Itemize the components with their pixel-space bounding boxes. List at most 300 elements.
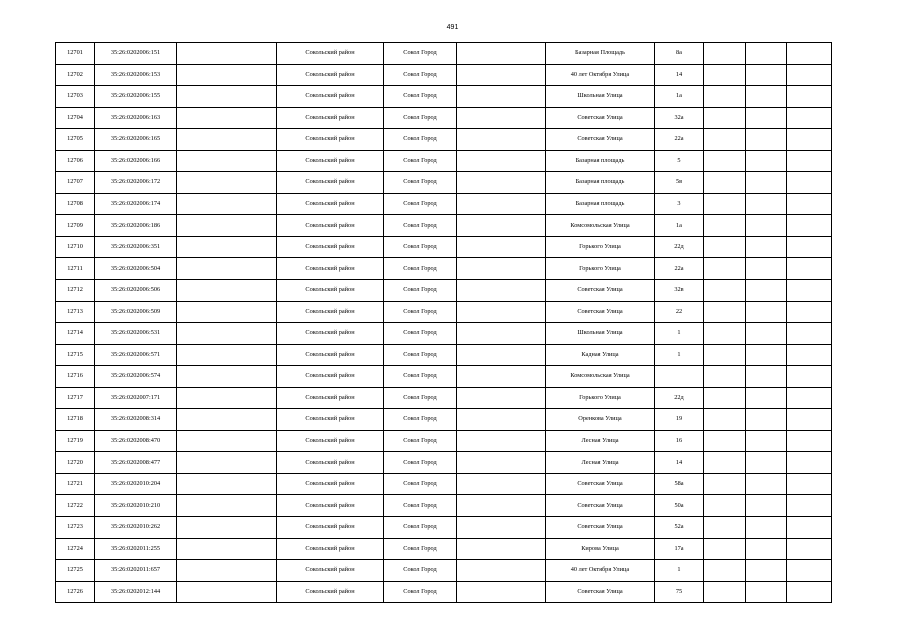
- cadastral-number-cell: 35:26:0202006:166: [95, 150, 177, 172]
- table-row: [56, 236, 832, 258]
- street-cell: Советская Улица: [546, 107, 655, 129]
- blank-cell: [746, 366, 787, 388]
- district-cell: Сокольский район: [277, 560, 384, 582]
- blank-cell: [457, 517, 546, 539]
- blank-cell: [787, 560, 832, 582]
- street-cell: Комсомольская Улица: [546, 215, 655, 237]
- locality-cell: Сокол Город: [384, 258, 457, 280]
- blank-cell: [704, 150, 746, 172]
- locality-cell: Сокол Город: [384, 387, 457, 409]
- blank-cell: [787, 538, 832, 560]
- record-number-cell: 12722: [56, 495, 95, 517]
- blank-cell: [746, 517, 787, 539]
- district-cell: Сокольский район: [277, 387, 384, 409]
- blank-cell: [746, 280, 787, 302]
- blank-cell: [177, 430, 277, 452]
- district-cell: Сокольский район: [277, 43, 384, 65]
- locality-cell: Сокол Город: [384, 430, 457, 452]
- locality-cell: Сокол Город: [384, 495, 457, 517]
- record-number-cell: 12713: [56, 301, 95, 323]
- locality-cell: Сокол Город: [384, 538, 457, 560]
- blank-cell: [704, 258, 746, 280]
- table-row: [56, 280, 832, 302]
- page-number: 491: [446, 24, 459, 31]
- blank-cell: [177, 517, 277, 539]
- table-row: [56, 301, 832, 323]
- blank-cell: [787, 323, 832, 345]
- district-cell: Сокольский район: [277, 452, 384, 474]
- blank-cell: [177, 538, 277, 560]
- blank-cell: [787, 43, 832, 65]
- house-number-cell: 22д: [655, 387, 704, 409]
- blank-cell: [177, 452, 277, 474]
- blank-cell: [177, 107, 277, 129]
- district-cell: Сокольский район: [277, 280, 384, 302]
- blank-cell: [787, 172, 832, 194]
- district-cell: Сокольский район: [277, 323, 384, 345]
- locality-cell: Сокол Город: [384, 409, 457, 431]
- locality-cell: Сокол Город: [384, 150, 457, 172]
- blank-cell: [177, 409, 277, 431]
- cadastral-number-cell: 35:26:0202007:171: [95, 387, 177, 409]
- table-row: [56, 323, 832, 345]
- house-number-cell: 1а: [655, 86, 704, 108]
- district-cell: Сокольский район: [277, 86, 384, 108]
- house-number-cell: 75: [655, 581, 704, 603]
- locality-cell: Сокол Город: [384, 452, 457, 474]
- blank-cell: [457, 301, 546, 323]
- blank-cell: [746, 86, 787, 108]
- cadastral-number-cell: 35:26:0202006:531: [95, 323, 177, 345]
- house-number-cell: 1а: [655, 215, 704, 237]
- district-cell: Сокольский район: [277, 64, 384, 86]
- blank-cell: [787, 301, 832, 323]
- locality-cell: Сокол Город: [384, 193, 457, 215]
- street-cell: Кирова Улица: [546, 538, 655, 560]
- table-row: [56, 193, 832, 215]
- blank-cell: [746, 344, 787, 366]
- cadastral-number-cell: 35:26:0202006:153: [95, 64, 177, 86]
- blank-cell: [787, 517, 832, 539]
- district-cell: Сокольский район: [277, 215, 384, 237]
- blank-cell: [746, 172, 787, 194]
- blank-cell: [787, 366, 832, 388]
- locality-cell: Сокол Город: [384, 64, 457, 86]
- blank-cell: [704, 107, 746, 129]
- table-row: [56, 172, 832, 194]
- street-cell: Базарная площадь: [546, 193, 655, 215]
- blank-cell: [746, 150, 787, 172]
- street-cell: Школьная Улица: [546, 323, 655, 345]
- house-number-cell: 3: [655, 193, 704, 215]
- house-number-cell: 32а: [655, 107, 704, 129]
- blank-cell: [746, 301, 787, 323]
- table-row: [56, 517, 832, 539]
- table-row: [56, 43, 832, 65]
- blank-cell: [746, 387, 787, 409]
- blank-cell: [457, 129, 546, 151]
- table-row: [56, 581, 832, 603]
- cadastral-number-cell: 35:26:0202006:151: [95, 43, 177, 65]
- blank-cell: [457, 193, 546, 215]
- blank-cell: [787, 150, 832, 172]
- house-number-cell: 5: [655, 150, 704, 172]
- blank-cell: [177, 344, 277, 366]
- blank-cell: [704, 560, 746, 582]
- blank-cell: [746, 236, 787, 258]
- locality-cell: Сокол Город: [384, 517, 457, 539]
- street-cell: Советская Улица: [546, 495, 655, 517]
- locality-cell: Сокол Город: [384, 344, 457, 366]
- registry-table-body: [56, 43, 832, 603]
- registry-table: [55, 42, 832, 603]
- cadastral-number-cell: 35:26:0202006:186: [95, 215, 177, 237]
- record-number-cell: 12714: [56, 323, 95, 345]
- blank-cell: [177, 64, 277, 86]
- blank-cell: [787, 86, 832, 108]
- record-number-cell: 12709: [56, 215, 95, 237]
- record-number-cell: 12717: [56, 387, 95, 409]
- cadastral-number-cell: 35:26:0202010:210: [95, 495, 177, 517]
- district-cell: Сокольский район: [277, 129, 384, 151]
- blank-cell: [704, 236, 746, 258]
- table-row: [56, 64, 832, 86]
- street-cell: 40 лет Октября Улица: [546, 560, 655, 582]
- house-number-cell: 19: [655, 409, 704, 431]
- district-cell: Сокольский район: [277, 236, 384, 258]
- street-cell: Советская Улица: [546, 129, 655, 151]
- street-cell: Советская Улица: [546, 581, 655, 603]
- house-number-cell: 17а: [655, 538, 704, 560]
- locality-cell: Сокол Город: [384, 172, 457, 194]
- blank-cell: [177, 129, 277, 151]
- table-row: [56, 560, 832, 582]
- record-number-cell: 12703: [56, 86, 95, 108]
- locality-cell: Сокол Город: [384, 581, 457, 603]
- house-number-cell: 1: [655, 323, 704, 345]
- blank-cell: [177, 258, 277, 280]
- cadastral-number-cell: 35:26:0202006:163: [95, 107, 177, 129]
- table-row: [56, 150, 832, 172]
- street-cell: Кадная Улица: [546, 344, 655, 366]
- record-number-cell: 12715: [56, 344, 95, 366]
- street-cell: Базарная площадь: [546, 172, 655, 194]
- street-cell: Горького Улица: [546, 236, 655, 258]
- table-row: [56, 387, 832, 409]
- cadastral-number-cell: 35:26:0202006:174: [95, 193, 177, 215]
- cadastral-number-cell: 35:26:0202006:165: [95, 129, 177, 151]
- house-number-cell: 5в: [655, 172, 704, 194]
- street-cell: Комсомольская Улица: [546, 366, 655, 388]
- house-number-cell: 58а: [655, 473, 704, 495]
- blank-cell: [457, 323, 546, 345]
- locality-cell: Сокол Город: [384, 86, 457, 108]
- blank-cell: [746, 193, 787, 215]
- blank-cell: [177, 280, 277, 302]
- blank-cell: [746, 452, 787, 474]
- blank-cell: [704, 473, 746, 495]
- blank-cell: [457, 43, 546, 65]
- blank-cell: [787, 409, 832, 431]
- district-cell: Сокольский район: [277, 193, 384, 215]
- district-cell: Сокольский район: [277, 581, 384, 603]
- blank-cell: [457, 215, 546, 237]
- house-number-cell: 14: [655, 452, 704, 474]
- record-number-cell: 12707: [56, 172, 95, 194]
- blank-cell: [457, 280, 546, 302]
- blank-cell: [177, 323, 277, 345]
- blank-cell: [177, 236, 277, 258]
- blank-cell: [746, 43, 787, 65]
- blank-cell: [704, 64, 746, 86]
- blank-cell: [177, 495, 277, 517]
- blank-cell: [457, 538, 546, 560]
- blank-cell: [704, 430, 746, 452]
- house-number-cell: 8а: [655, 43, 704, 65]
- blank-cell: [457, 64, 546, 86]
- blank-cell: [457, 560, 546, 582]
- blank-cell: [457, 581, 546, 603]
- record-number-cell: 12708: [56, 193, 95, 215]
- blank-cell: [746, 560, 787, 582]
- cadastral-number-cell: 35:26:0202006:574: [95, 366, 177, 388]
- blank-cell: [704, 495, 746, 517]
- record-number-cell: 12706: [56, 150, 95, 172]
- blank-cell: [457, 366, 546, 388]
- house-number-cell: 14: [655, 64, 704, 86]
- cadastral-number-cell: 35:26:0202011:657: [95, 560, 177, 582]
- blank-cell: [704, 280, 746, 302]
- blank-cell: [787, 193, 832, 215]
- street-cell: Базарная Площадь: [546, 43, 655, 65]
- street-cell: Советская Улица: [546, 473, 655, 495]
- blank-cell: [746, 538, 787, 560]
- locality-cell: Сокол Город: [384, 107, 457, 129]
- district-cell: Сокольский район: [277, 258, 384, 280]
- blank-cell: [177, 86, 277, 108]
- street-cell: Горького Улица: [546, 387, 655, 409]
- house-number-cell: 1: [655, 344, 704, 366]
- blank-cell: [704, 538, 746, 560]
- blank-cell: [704, 323, 746, 345]
- street-cell: Советская Улица: [546, 301, 655, 323]
- blank-cell: [787, 64, 832, 86]
- record-number-cell: 12720: [56, 452, 95, 474]
- locality-cell: Сокол Город: [384, 236, 457, 258]
- blank-cell: [704, 172, 746, 194]
- blank-cell: [704, 193, 746, 215]
- record-number-cell: 12701: [56, 43, 95, 65]
- record-number-cell: 12718: [56, 409, 95, 431]
- cadastral-number-cell: 35:26:0202006:504: [95, 258, 177, 280]
- cadastral-number-cell: 35:26:0202006:172: [95, 172, 177, 194]
- blank-cell: [787, 215, 832, 237]
- blank-cell: [746, 129, 787, 151]
- record-number-cell: 12702: [56, 64, 95, 86]
- blank-cell: [704, 344, 746, 366]
- street-cell: Советская Улица: [546, 517, 655, 539]
- house-number-cell: 16: [655, 430, 704, 452]
- house-number-cell: 22д: [655, 236, 704, 258]
- blank-cell: [746, 409, 787, 431]
- blank-cell: [704, 452, 746, 474]
- cadastral-number-cell: 35:26:0202006:509: [95, 301, 177, 323]
- blank-cell: [457, 473, 546, 495]
- record-number-cell: 12726: [56, 581, 95, 603]
- house-number-cell: 50а: [655, 495, 704, 517]
- record-number-cell: 12725: [56, 560, 95, 582]
- cadastral-number-cell: 35:26:0202006:155: [95, 86, 177, 108]
- blank-cell: [787, 581, 832, 603]
- record-number-cell: 12721: [56, 473, 95, 495]
- blank-cell: [746, 215, 787, 237]
- blank-cell: [457, 409, 546, 431]
- blank-cell: [704, 409, 746, 431]
- blank-cell: [177, 150, 277, 172]
- cadastral-number-cell: 35:26:0202010:204: [95, 473, 177, 495]
- blank-cell: [704, 301, 746, 323]
- locality-cell: Сокол Город: [384, 129, 457, 151]
- blank-cell: [787, 344, 832, 366]
- blank-cell: [177, 366, 277, 388]
- cadastral-number-cell: 35:26:0202006:351: [95, 236, 177, 258]
- blank-cell: [457, 86, 546, 108]
- district-cell: Сокольский район: [277, 366, 384, 388]
- blank-cell: [787, 107, 832, 129]
- blank-cell: [177, 43, 277, 65]
- district-cell: Сокольский район: [277, 473, 384, 495]
- blank-cell: [787, 430, 832, 452]
- district-cell: Сокольский район: [277, 150, 384, 172]
- blank-cell: [457, 387, 546, 409]
- cadastral-number-cell: 35:26:0202008:477: [95, 452, 177, 474]
- blank-cell: [704, 387, 746, 409]
- street-cell: 40 лет Октября Улица: [546, 64, 655, 86]
- table-row: [56, 452, 832, 474]
- blank-cell: [457, 452, 546, 474]
- table-row: [56, 258, 832, 280]
- house-number-cell: 32в: [655, 280, 704, 302]
- blank-cell: [704, 581, 746, 603]
- street-cell: Горького Улица: [546, 258, 655, 280]
- blank-cell: [746, 323, 787, 345]
- house-number-cell: 22а: [655, 129, 704, 151]
- blank-cell: [704, 366, 746, 388]
- blank-cell: [787, 280, 832, 302]
- blank-cell: [746, 430, 787, 452]
- blank-cell: [177, 581, 277, 603]
- locality-cell: Сокол Город: [384, 366, 457, 388]
- blank-cell: [457, 236, 546, 258]
- house-number-cell: 1: [655, 560, 704, 582]
- cadastral-number-cell: 35:26:0202006:506: [95, 280, 177, 302]
- district-cell: Сокольский район: [277, 107, 384, 129]
- locality-cell: Сокол Город: [384, 560, 457, 582]
- blank-cell: [177, 387, 277, 409]
- cadastral-number-cell: 35:26:0202008:470: [95, 430, 177, 452]
- record-number-cell: 12723: [56, 517, 95, 539]
- blank-cell: [787, 129, 832, 151]
- table-row: [56, 86, 832, 108]
- district-cell: Сокольский район: [277, 409, 384, 431]
- blank-cell: [746, 107, 787, 129]
- street-cell: Лесная Улица: [546, 430, 655, 452]
- record-number-cell: 12716: [56, 366, 95, 388]
- cadastral-number-cell: 35:26:0202008:314: [95, 409, 177, 431]
- district-cell: Сокольский район: [277, 344, 384, 366]
- district-cell: Сокольский район: [277, 495, 384, 517]
- table-row: [56, 129, 832, 151]
- cadastral-number-cell: 35:26:0202010:262: [95, 517, 177, 539]
- blank-cell: [746, 473, 787, 495]
- street-cell: Лесная Улица: [546, 452, 655, 474]
- blank-cell: [177, 172, 277, 194]
- blank-cell: [177, 560, 277, 582]
- locality-cell: Сокол Город: [384, 280, 457, 302]
- record-number-cell: 12704: [56, 107, 95, 129]
- district-cell: Сокольский район: [277, 430, 384, 452]
- blank-cell: [704, 517, 746, 539]
- locality-cell: Сокол Город: [384, 473, 457, 495]
- locality-cell: Сокол Город: [384, 215, 457, 237]
- street-cell: Советская Улица: [546, 280, 655, 302]
- blank-cell: [177, 473, 277, 495]
- street-cell: Базарная площадь: [546, 150, 655, 172]
- street-cell: Оренкова Улица: [546, 409, 655, 431]
- cadastral-number-cell: 35:26:0202006:571: [95, 344, 177, 366]
- district-cell: Сокольский район: [277, 538, 384, 560]
- blank-cell: [457, 107, 546, 129]
- blank-cell: [704, 215, 746, 237]
- record-number-cell: 12724: [56, 538, 95, 560]
- record-number-cell: 12705: [56, 129, 95, 151]
- house-number-cell: 22: [655, 301, 704, 323]
- blank-cell: [457, 344, 546, 366]
- table-row: [56, 473, 832, 495]
- blank-cell: [457, 258, 546, 280]
- blank-cell: [457, 430, 546, 452]
- table-row: [56, 430, 832, 452]
- blank-cell: [177, 301, 277, 323]
- street-cell: Школьная Улица: [546, 86, 655, 108]
- record-number-cell: 12712: [56, 280, 95, 302]
- blank-cell: [704, 86, 746, 108]
- locality-cell: Сокол Город: [384, 323, 457, 345]
- blank-cell: [746, 258, 787, 280]
- locality-cell: Сокол Город: [384, 43, 457, 65]
- house-number-cell: 22а: [655, 258, 704, 280]
- blank-cell: [457, 495, 546, 517]
- table-row: [56, 495, 832, 517]
- district-cell: Сокольский район: [277, 172, 384, 194]
- record-number-cell: 12711: [56, 258, 95, 280]
- house-number-cell: [655, 366, 704, 388]
- blank-cell: [704, 43, 746, 65]
- locality-cell: Сокол Город: [384, 301, 457, 323]
- blank-cell: [177, 193, 277, 215]
- table-row: [56, 409, 832, 431]
- blank-cell: [787, 387, 832, 409]
- blank-cell: [457, 150, 546, 172]
- district-cell: Сокольский район: [277, 517, 384, 539]
- blank-cell: [704, 129, 746, 151]
- blank-cell: [787, 452, 832, 474]
- record-number-cell: 12710: [56, 236, 95, 258]
- blank-cell: [746, 495, 787, 517]
- cadastral-number-cell: 35:26:0202012:144: [95, 581, 177, 603]
- table-row: [56, 366, 832, 388]
- blank-cell: [787, 258, 832, 280]
